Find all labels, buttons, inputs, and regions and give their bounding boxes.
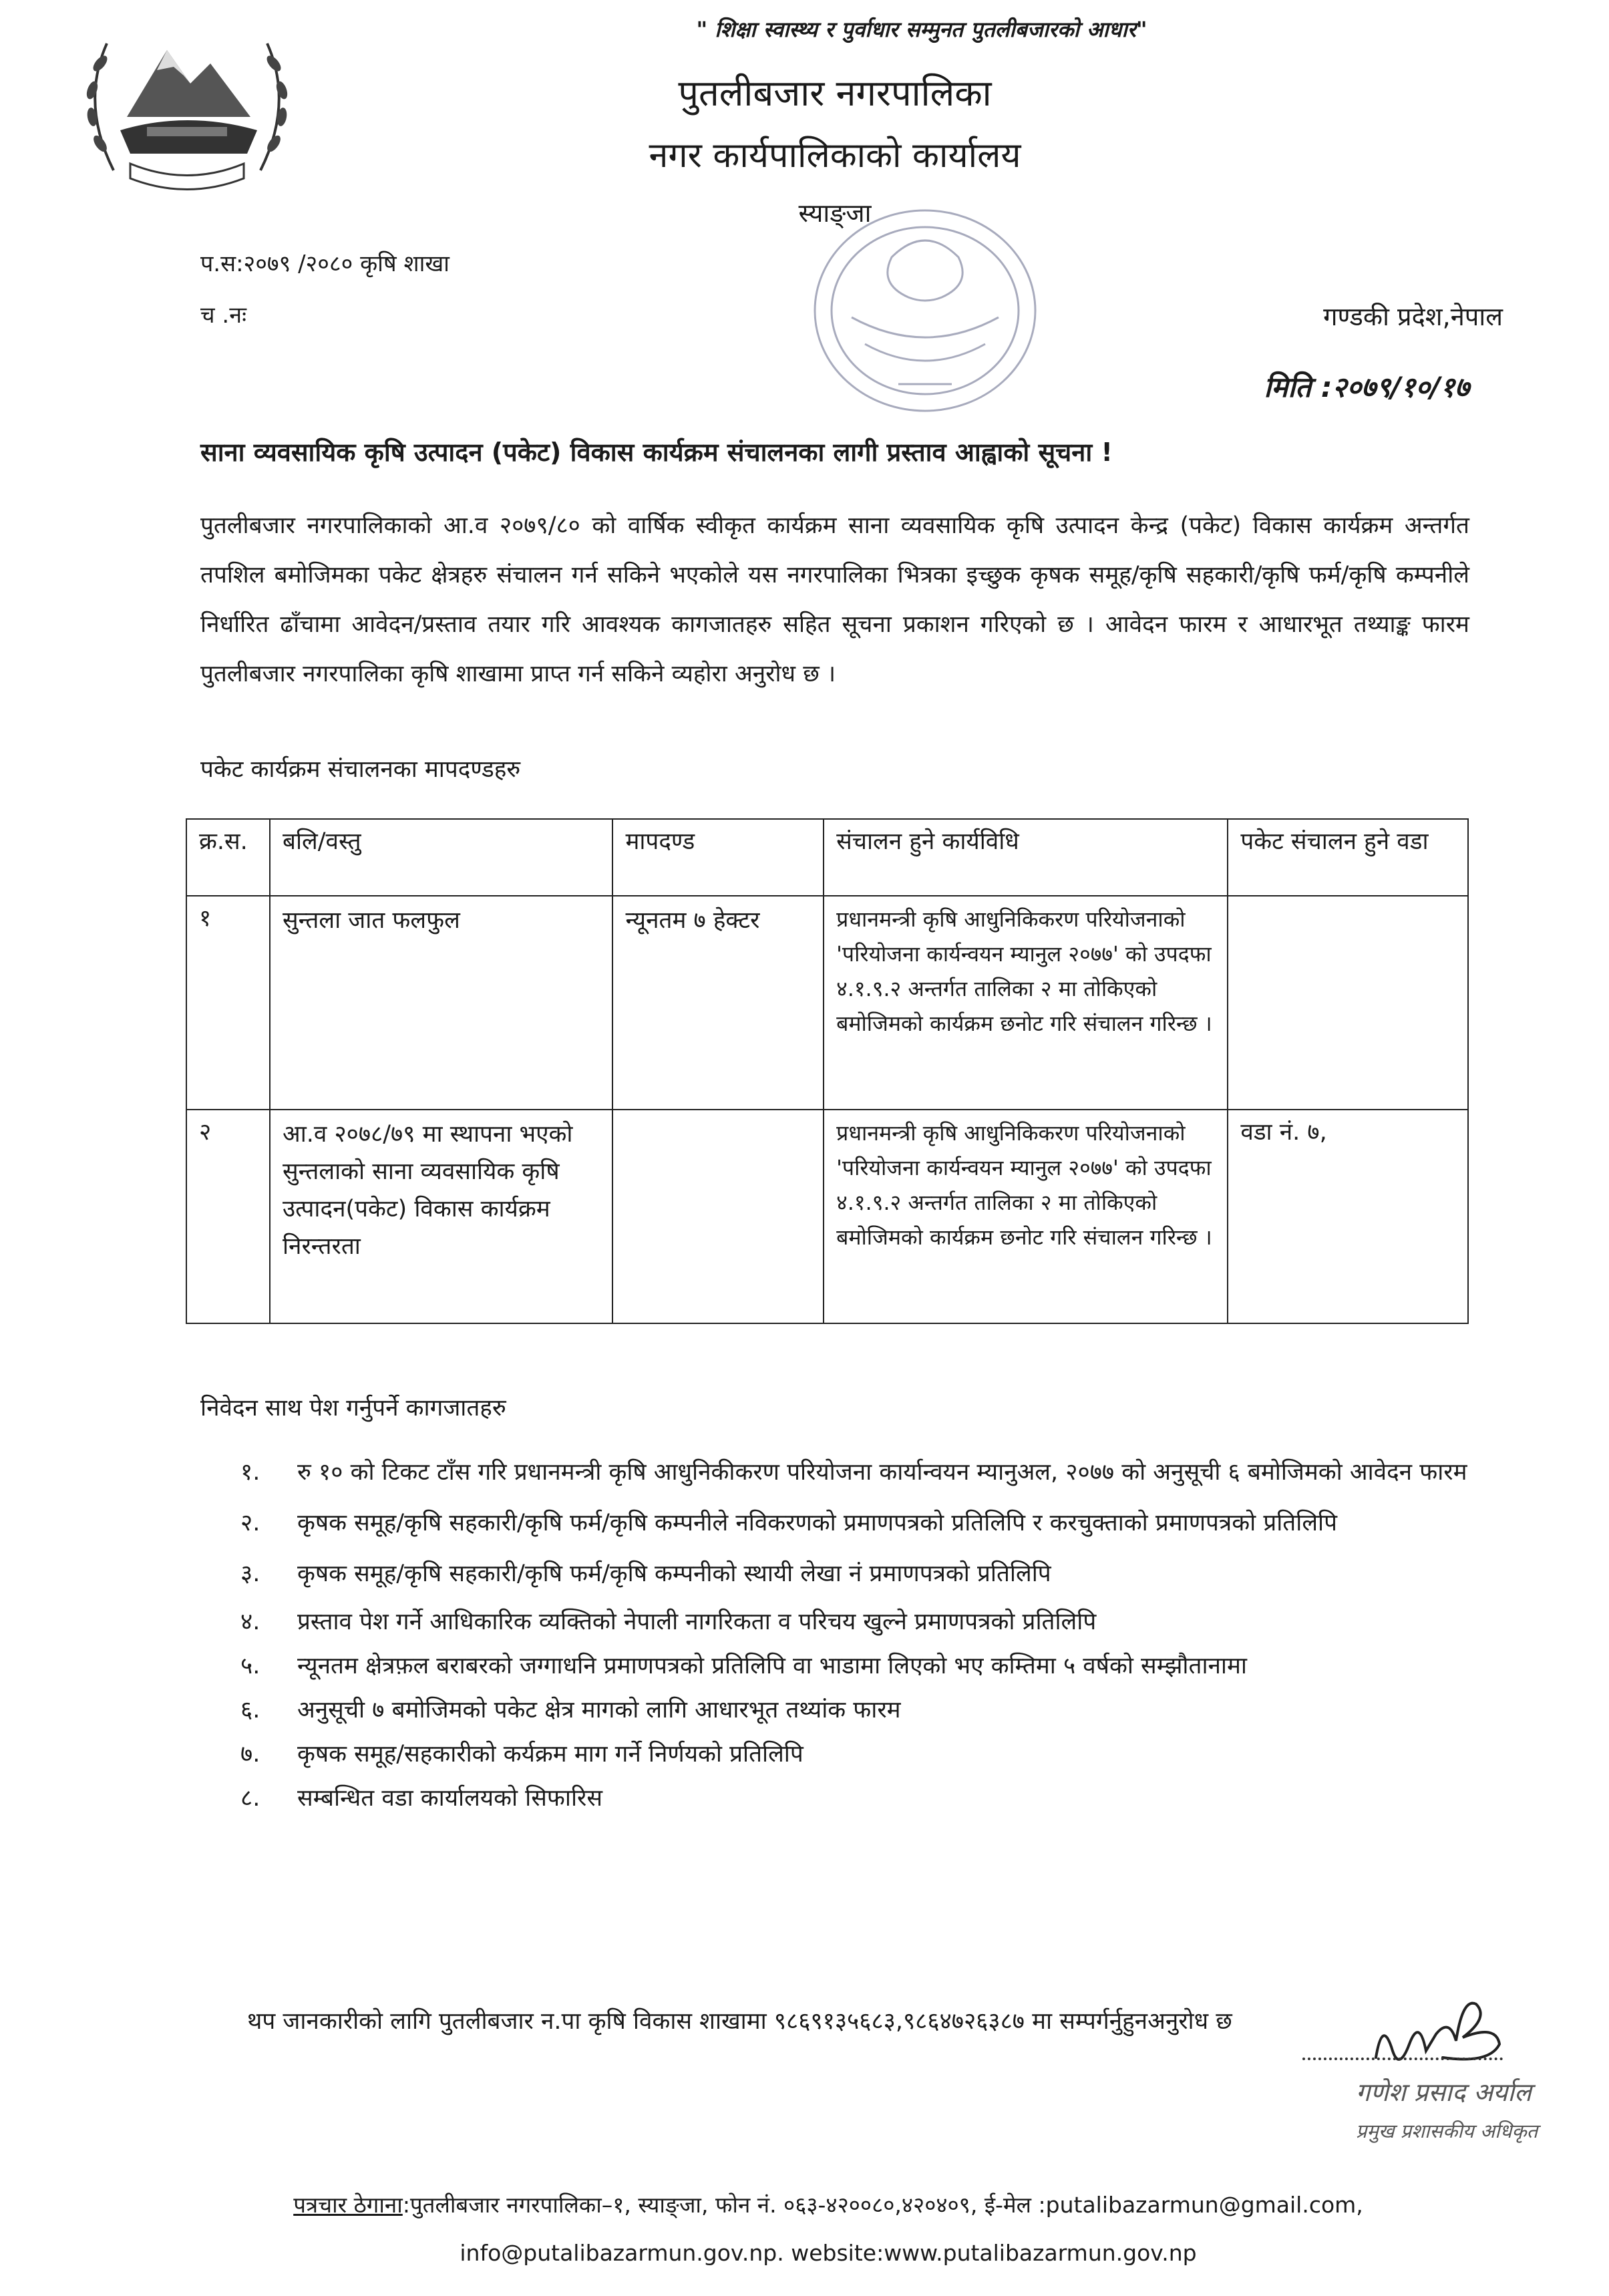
notice-heading: साना व्यवसायिक कृषि उत्पादन (पकेट) विकास कार्यक्रम संचालनका लागी प्रस्ताव आह्वाको सूचना ! (200, 438, 1113, 467)
dispatch-number: च .नः (200, 302, 246, 329)
list-item-number: ७. (240, 1741, 260, 1768)
documents-heading: निवेदन साथ पेश गर्नुपर्ने कागजातहरु (200, 1395, 506, 1422)
motto: " शिक्षा स्वास्थ्य र पुर्वाधार सम्मुनत पुतलीबजारको आधार" (696, 17, 1147, 42)
column-header-criteria: मापदण्ड (612, 819, 824, 896)
list-item (240, 1554, 1469, 1593)
address-text: :पुतलीबजार नगरपालिका–१, स्याङ्जा, फोन नं. ०६३-४२००८०,४२०४०९, ई-मेल :putalibazarmun@gmail.com, (402, 2192, 1363, 2218)
list-item-number: ८. (240, 1785, 260, 1812)
notice-date: मिति :२०७९/१०/१७ (1264, 371, 1469, 403)
district-name: स्याङ्जा (798, 198, 872, 228)
column-header-serial: क्र.स. (186, 819, 270, 896)
officer-name: गणेश प्रसाद अर्याल (1356, 2078, 1532, 2107)
cell-ward (1228, 896, 1468, 1110)
office-stamp (798, 197, 1052, 424)
cell-procedure: प्रधानमन्त्री कृषि आधुनिकिकरण परियोजनाको 'परियोजना कार्यन्वयन म्यानुल २०७७' को उपदफा ४.१.९.२ अन्तर्गत तालिका २ मा तोकिएको बमोजिमको कार्यक्रम छनोट गरि संचालन गरिन्छ । (824, 896, 1228, 1110)
contact-info-paragraph: थप जानकारीको लागि पुतलीबजार न.पा कृषि विकास शाखामा ९८६९१३५६८३,९८६४७२६३८७ मा सम्पर्गर्नुहुनअनुरोध छ (247, 2008, 1232, 2035)
organization-name: पुतलीबजार नगरपालिका (678, 72, 992, 114)
criteria-table (186, 818, 1469, 1324)
list-item (240, 1504, 1469, 1542)
column-header-item: बलि/वस्तु (270, 819, 612, 896)
list-item-number: ४. (240, 1609, 260, 1635)
table-row (186, 896, 1468, 1110)
list-item-text: सम्बन्धित वडा कार्यालयको सिफारिस (297, 1785, 602, 1812)
table-header-row (186, 819, 1468, 896)
reference-number: प.स:२०७९ /२०८० कृषि शाखा (200, 251, 450, 277)
list-item (240, 1453, 1469, 1492)
address-label: पत्रचार ठेगाना (293, 2192, 403, 2218)
list-item-number: ३. (240, 1561, 260, 1587)
list-item-number: ५. (240, 1653, 260, 1679)
cell-procedure: प्रधानमन्त्री कृषि आधुनिकिकरण परियोजनाको 'परियोजना कार्यन्वयन म्यानुल २०७७' को उपदफा ४.१.९.२ अन्तर्गत तालिका २ मा तोकिएको बमोजिमको कार्यक्रम छनोट गरि संचालन गरिन्छ । (824, 1110, 1228, 1323)
column-header-procedure: संचालन हुने कार्यविधि (824, 819, 1228, 896)
address-footer (194, 2181, 1463, 2277)
list-item-text: प्रस्ताव पेश गर्ने आधिकारिक व्यक्तिको नेपाली नागरिकता व परिचय खुल्ने प्रमाणपत्रको प्रतिलिपि (297, 1609, 1097, 1635)
list-item-number: १. (240, 1459, 260, 1486)
list-item-text: कृषक समूह/कृषि सहकारी/कृषि फर्म/कृषि कम्पनीले नविकरणको प्रमाणपत्रको प्रतिलिपि र करचुक्ताको प्रमाणपत्रको प्रतिलिपि (297, 1510, 1337, 1536)
handwritten-signature (1363, 1977, 1516, 2084)
list-item (240, 1647, 1469, 1685)
notice-intro-paragraph: पुतलीबजार नगरपालिकाको आ.व २०७९/८० को वार्षिक स्वीकृत कार्यक्रम साना व्यवसायिक कृषि उत्पादन केन्द्र (पकेट) विकास कार्यक्रम अन्तर्गत तपशिल बमोजिमका पकेट क्षेत्रहरु संचालन गर्न सकिने भएकोले यस नगरपालिका भित्रका इच्छुक कृषक समूह/कृषि सहकारी/कृषि फर्म/कृषि कम्पनीले निर्धारित ढाँचामा आवेदन/प्रस्ताव तयार गरि आवश्यक कागजातहरु सहित सूचना प्रकाशन गरिएको छ । आवेदन फारम र आधारभूत तथ्याङ्क फारम पुतलीबजार नगरपालिका कृषि शाखामा प्राप्त गर्न सकिने व्यहोरा अनुरोध छ । (200, 512, 1469, 687)
list-item (240, 1779, 1469, 1818)
address-line-1 (194, 2181, 1463, 2229)
officer-title: प्रमुख प्रशासकीय अधिकृत (1356, 2120, 1538, 2142)
province-name: गण्डकी प्रदेश,नेपाल (1323, 302, 1503, 331)
list-item (240, 1691, 1469, 1730)
list-item-text: कृषक समूह/सहकारीको कर्यक्रम माग गर्ने निर्णयको प्रतिलिपि (297, 1741, 803, 1768)
cell-criteria (612, 1110, 824, 1323)
documents-list (240, 1453, 1469, 1818)
cell-criteria: न्यूनतम ७ हेक्टर (612, 896, 824, 1110)
list-item-number: ६. (240, 1697, 260, 1724)
office-name: नगर कार्यपालिकाको कार्यालय (649, 136, 1021, 176)
cell-serial: १ (186, 896, 270, 1110)
cell-item: आ.व २०७८/७९ मा स्थापना भएको सुन्तलाको साना व्यवसायिक कृषि उत्पादन(पकेट) विकास कार्यक्रम निरन्तरता (270, 1110, 612, 1323)
column-header-ward: पकेट संचालन हुने वडा (1228, 819, 1468, 896)
municipality-emblem (67, 3, 307, 204)
criteria-heading: पकेट कार्यक्रम संचालनका मापदण्डहरु (200, 756, 521, 783)
list-item-text: अनुसूची ७ बमोजिमको पकेट क्षेत्र मागको लागि आधारभूत तथ्यांक फारम (297, 1697, 901, 1724)
list-item-text: न्यूनतम क्षेत्रफ़ल बराबरको जग्गाधनि प्रमाणपत्रको प्रतिलिपि वा भाडामा लिएको भए कम्तिमा ५ वर्षको सम्झौतानामा (297, 1653, 1247, 1679)
cell-item: सुन्तला जात फलफुल (270, 896, 612, 1110)
list-item-text: कृषक समूह/कृषि सहकारी/कृषि फर्म/कृषि कम्पनीको स्थायी लेखा नं प्रमाणपत्रको प्रतिलिपि (297, 1561, 1051, 1587)
cell-serial: २ (186, 1110, 270, 1323)
cell-ward: वडा नं. ७, (1228, 1110, 1468, 1323)
list-item-text: रु १० को टिकट टाँस गरि प्रधानमन्त्री कृषि आधुनिकीकरण परियोजना कार्यान्वयन म्यानुअल, २०७७ को अनुसूची ६ बमोजिमको आवेदन फारम (297, 1459, 1467, 1486)
signature-line (1302, 2058, 1503, 2060)
address-line-2: info@putalibazarmun.gov.np. website:www.putalibazarmun.gov.np (460, 2240, 1197, 2266)
list-item-number: २. (240, 1510, 260, 1536)
table-row (186, 1110, 1468, 1323)
list-item (240, 1735, 1469, 1774)
list-item (240, 1603, 1469, 1641)
